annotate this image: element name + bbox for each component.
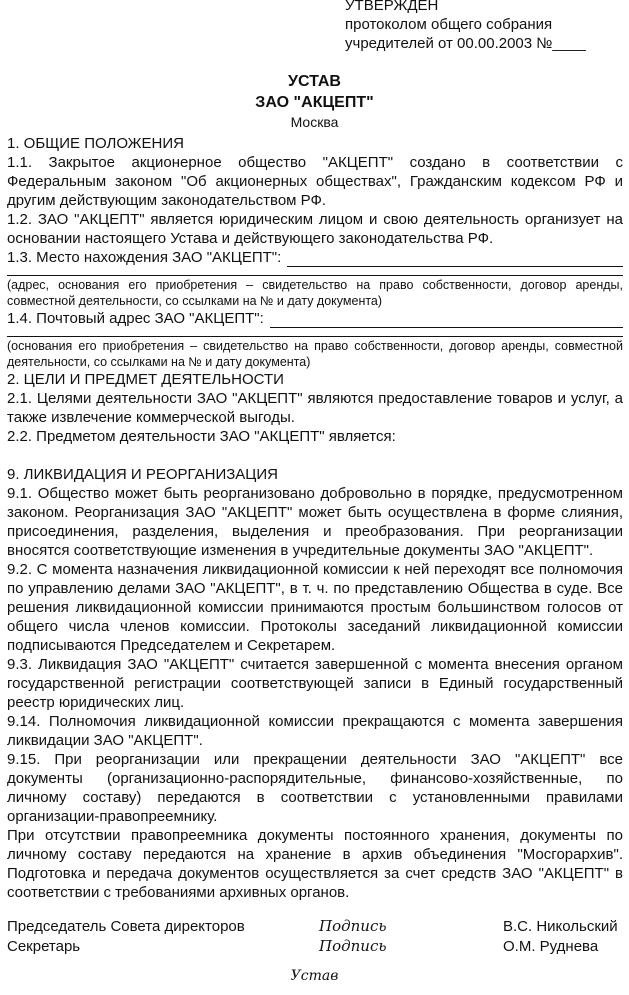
approval-line-1: УТВЕРЖДЕН	[345, 0, 439, 14]
paragraph-1-1: 1.1. Закрытое акционерное общество "АКЦЕПТ" создано в соответствии с Федеральным законом "Об акционерных обществах", Гражданским кодексом РФ и другим действующим законодательством РФ.	[7, 154, 623, 209]
page-footer: Устав	[290, 968, 339, 984]
document-title: УСТАВ	[288, 73, 341, 90]
paragraph-2-2: 2.2. Предметом деятельности ЗАО "АКЦЕПТ" является:	[7, 428, 396, 445]
spacer	[7, 446, 623, 465]
secretary-name: О.М. Руднева	[503, 938, 599, 955]
paragraph-9-2: 9.2. С момента назначения ликвидационной комиссии к ней переходят все полномочия по управлению делами ЗАО "АКЦЕПТ", в т. ч. по представлению Общества в суде. Все решения ликвидационной комиссии принимаются простым большинством голосов от общего числа членов комиссии. Протоколы заседаний ликвидационной комиссии подписываются Председателем и Секретарем.	[7, 561, 623, 654]
location-blank-line-2	[7, 267, 623, 276]
paragraph-9-15: 9.15. При реорганизации или прекращении деятельности ЗАО "АКЦЕПТ" все документы (организационно-распорядительные, финансово-хозяйственные, по личному составу) передаются в соответствии с установленными правилами организации-правопреемнику.	[7, 751, 623, 825]
secretary-signature-row	[7, 937, 623, 957]
location-field	[7, 248, 623, 267]
section-9-heading: 9. ЛИКВИДАЦИЯ И РЕОРГАНИЗАЦИЯ	[7, 466, 279, 483]
postal-blank-line-2	[7, 328, 623, 337]
location-label: 1.3. Место нахождения ЗАО "АКЦЕПТ":	[7, 249, 282, 266]
location-note: (адрес, основания его приобретения – свидетельство на право собственности, договор аренды, совместной деятельности, со ссылками на № и дату документа)	[7, 278, 623, 308]
approval-line-2: протоколом общего собрания	[345, 16, 553, 33]
postal-blank	[270, 312, 623, 328]
approval-line-3: учредителей от 00.00.2003 №____	[345, 35, 586, 52]
document-body	[7, 134, 623, 902]
chair-role: Председатель Совета директоров	[7, 918, 245, 935]
postal-field	[7, 309, 623, 328]
section-2-heading: 2. ЦЕЛИ И ПРЕДМЕТ ДЕЯТЕЛЬНОСТИ	[7, 371, 284, 388]
chair-signature: Подпись	[319, 917, 387, 935]
paragraph-2-1: 2.1. Целями деятельности ЗАО "АКЦЕПТ" являются предоставление товаров и услуг, а также извлечение коммерческой выгоды.	[7, 390, 623, 426]
section-1-heading: 1. ОБЩИЕ ПОЛОЖЕНИЯ	[7, 135, 184, 152]
chair-signature-row	[7, 917, 623, 937]
paragraph-1-2: 1.2. ЗАО "АКЦЕПТ" является юридическим лицом и свою деятельность организует на основании настоящего Устава и действующего законодательства РФ.	[7, 211, 623, 247]
paragraph-9-final: При отсутствии правопреемника документы постоянного хранения, документы по личному составу передаются на хранение в архив объединения "Мосгорархив". Подготовка и передача документов осуществляется за счет средств ЗАО "АКЦЕПТ" в соответствии с требованиями архивных органов.	[7, 827, 623, 901]
company-title: ЗАО "АКЦЕПТ"	[255, 94, 374, 111]
secretary-role: Секретарь	[7, 938, 81, 955]
location-blank	[287, 251, 623, 267]
chair-name: В.С. Никольский	[503, 918, 618, 935]
city-label: Москва	[290, 114, 339, 130]
paragraph-9-3: 9.3. Ликвидация ЗАО "АКЦЕПТ" считается завершенной с момента внесения органом государственной регистрации соответствующей записи в Единый государственный реестр юридических лиц.	[7, 656, 623, 711]
approval-block	[345, 0, 586, 53]
postal-note: (основания его приобретения – свидетельство на право собственности, договор аренды, совместной деятельности, со ссылками на № и дату документа)	[7, 339, 623, 369]
secretary-signature: Подпись	[319, 937, 387, 955]
paragraph-9-14: 9.14. Полномочия ликвидационной комиссии прекращаются с момента завершения ликвидации ЗАО "АКЦЕПТ".	[7, 713, 623, 749]
postal-label: 1.4. Почтовый адрес ЗАО "АКЦЕПТ":	[7, 310, 264, 327]
paragraph-9-1: 9.1. Общество может быть реорганизовано добровольно в порядке, предусмотренном законом. Реорганизация ЗАО "АКЦЕПТ" может быть осуществлена в форме слияния, присоединения, разделения, выделения и преобразования. При реорганизации вносятся соответствующие изменения в учредительные документы ЗАО "АКЦЕПТ".	[7, 485, 623, 559]
